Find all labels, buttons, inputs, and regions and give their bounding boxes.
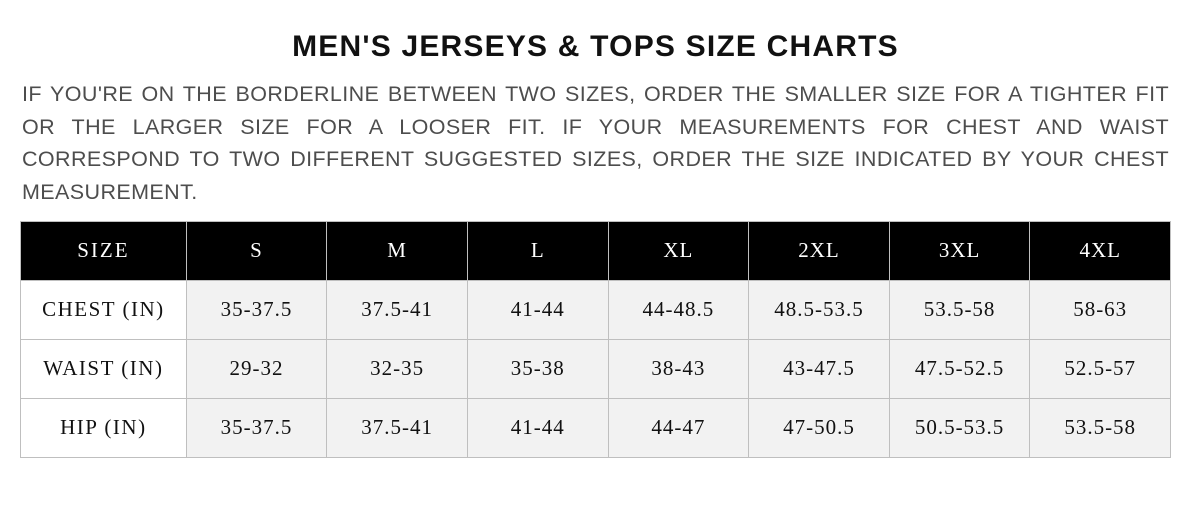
table-header-row: [21, 221, 1171, 280]
cell-hip-2xl: 47-50.5: [749, 398, 890, 457]
column-header-2xl: 2XL: [749, 221, 890, 280]
cell-hip-l: 41-44: [467, 398, 608, 457]
cell-hip-m: 37.5-41: [327, 398, 468, 457]
cell-chest-4xl: 58-63: [1030, 280, 1171, 339]
cell-chest-m: 37.5-41: [327, 280, 468, 339]
cell-waist-4xl: 52.5-57: [1030, 339, 1171, 398]
cell-waist-m: 32-35: [327, 339, 468, 398]
column-header-m: M: [327, 221, 468, 280]
cell-chest-l: 41-44: [467, 280, 608, 339]
column-header-s: S: [186, 221, 327, 280]
cell-hip-xl: 44-47: [608, 398, 749, 457]
column-header-3xl: 3XL: [889, 221, 1030, 280]
intro-paragraph: IF YOU'RE ON THE BORDERLINE BETWEEN TWO SIZES, ORDER THE SMALLER SIZE FOR A TIGHTER FIT OR THE LARGER SIZE FOR A LOOSER FIT. IF YOUR MEASUREMENTS FOR CHEST AND WAIST CORRESPOND TO TWO DIFFERENT SUGGESTED SIZES, ORDER THE SIZE INDICATED BY YOUR CHEST MEASUREMENT.: [22, 82, 1169, 205]
cell-waist-xl: 38-43: [608, 339, 749, 398]
page-title: MEN'S JERSEYS & TOPS SIZE CHARTS: [292, 30, 899, 63]
cell-waist-3xl: 47.5-52.5: [889, 339, 1030, 398]
cell-waist-2xl: 43-47.5: [749, 339, 890, 398]
column-header-l: L: [467, 221, 608, 280]
table-body: [21, 280, 1171, 457]
cell-waist-s: 29-32: [186, 339, 327, 398]
cell-chest-s: 35-37.5: [186, 280, 327, 339]
cell-chest-2xl: 48.5-53.5: [749, 280, 890, 339]
cell-hip-3xl: 50.5-53.5: [889, 398, 1030, 457]
cell-chest-xl: 44-48.5: [608, 280, 749, 339]
row-label-chest: CHEST (IN): [21, 280, 187, 339]
cell-hip-4xl: 53.5-58: [1030, 398, 1171, 457]
table-row: [21, 398, 1171, 457]
row-label-waist: WAIST (IN): [21, 339, 187, 398]
cell-chest-3xl: 53.5-58: [889, 280, 1030, 339]
row-label-hip: HIP (IN): [21, 398, 187, 457]
cell-waist-l: 35-38: [467, 339, 608, 398]
table-row: [21, 280, 1171, 339]
column-header-xl: XL: [608, 221, 749, 280]
column-header-4xl: 4XL: [1030, 221, 1171, 280]
cell-hip-s: 35-37.5: [186, 398, 327, 457]
column-header-size: SIZE: [21, 221, 187, 280]
size-chart-table: [20, 221, 1171, 458]
table-header: [21, 221, 1171, 280]
table-row: [21, 339, 1171, 398]
